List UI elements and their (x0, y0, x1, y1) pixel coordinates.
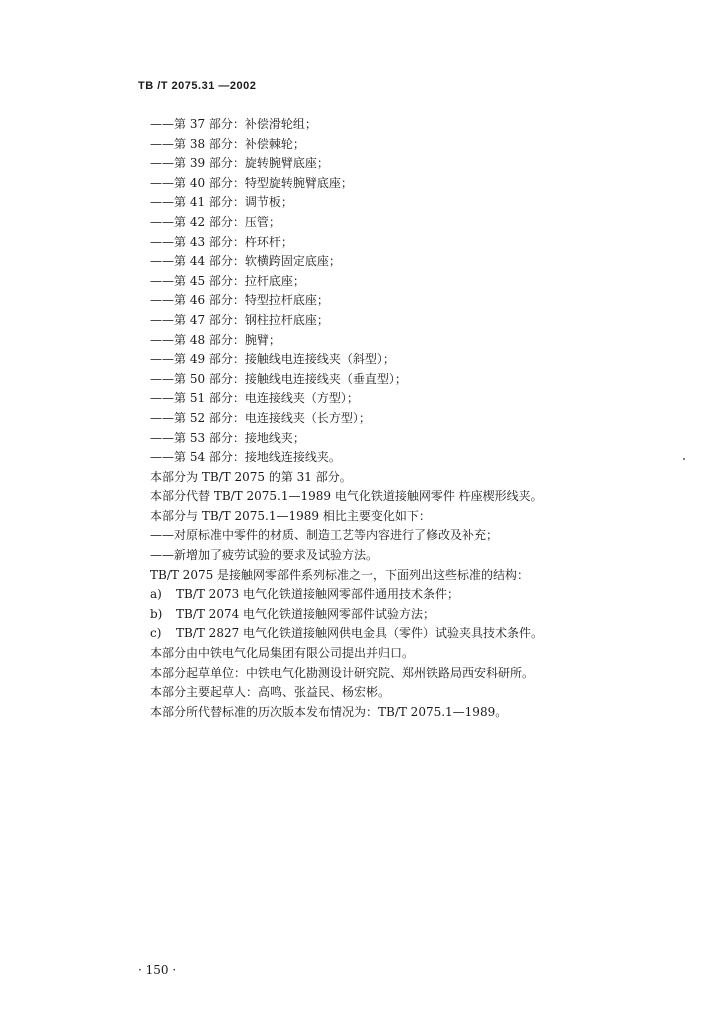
page-body (150, 115, 690, 722)
paragraph-previous-editions: 本部分所代替标准的历次版本发布情况为：TB/T 2075.1—1989。 (150, 704, 508, 719)
list-item-text: TB/T 2074 电气化铁道接触网零部件试验方法； (176, 606, 436, 621)
paragraph-drafters: 本部分主要起草人：高鸣、张益民、杨宏彬。 (150, 685, 391, 700)
part-item: ——第 41 部分：调节板； (150, 195, 293, 210)
part-item: ——第 45 部分：拉杆底座； (150, 273, 305, 288)
list-marker: c) (150, 626, 162, 641)
part-item: ——第 37 部分：补偿滑轮组； (150, 117, 317, 131)
list-marker: b) (150, 606, 163, 621)
scan-speck (683, 458, 685, 460)
changes-item: ——对原标准中零件的材质、制造工艺等内容进行了修改及补充； (150, 528, 499, 543)
part-item: ——第 54 部分：接地线连接线夹。 (150, 450, 341, 465)
part-item: ——第 52 部分：电连接线夹（长方型）； (150, 410, 371, 425)
paragraph-part-number: 本部分为 TB/T 2075 的第 31 部分。 (150, 469, 352, 484)
part-item: ——第 50 部分：接触线电连接线夹（垂直型）； (150, 371, 407, 386)
structure-list-item (150, 624, 690, 644)
list-item-text: TB/T 2827 电气化铁道接触网供电金具（零件）试验夹具技术条件。 (176, 626, 544, 641)
structure-list-item (150, 605, 690, 625)
list-marker: a) (150, 587, 162, 602)
part-item: ——第 42 部分：压管； (150, 214, 281, 229)
paragraph-series-structure: TB/T 2075 是接触网零部件系列标准之一，下面列出这些标准的结构： (150, 567, 530, 582)
part-item: ——第 43 部分：杵环杆； (150, 234, 293, 249)
structure-list-item (150, 585, 690, 605)
paragraph-proposer: 本部分由中铁电气化局集团有限公司提出并归口。 (150, 646, 415, 661)
part-item: ——第 44 部分：软横跨固定底座； (150, 254, 341, 269)
paragraph-changes: 本部分与 TB/T 2075.1—1989 相比主要变化如下： (150, 508, 431, 523)
part-item: ——第 39 部分：旋转腕臂底座； (150, 156, 329, 171)
part-item: ——第 40 部分：特型旋转腕臂底座； (150, 175, 353, 190)
part-item: ——第 53 部分：接地线夹； (150, 430, 305, 445)
part-item: ——第 46 部分：特型拉杆底座； (150, 293, 329, 308)
part-item: ——第 47 部分：钢柱拉杆底座； (150, 312, 329, 327)
changes-item: ——新增加了疲劳试验的要求及试验方法。 (150, 548, 379, 563)
list-item-text: TB/T 2073 电气化铁道接触网零部件通用技术条件； (176, 587, 460, 602)
page-number: · 150 · (138, 963, 177, 977)
part-item: ——第 49 部分：接触线电连接线夹（斜型）； (150, 352, 395, 367)
paragraph-replaces: 本部分代替 TB/T 2075.1—1989 电气化铁道接触网零件 杵座楔形线夹。 (150, 489, 543, 504)
standard-code-header: TB /T 2075.31 —2002 (138, 80, 257, 92)
part-item: ——第 48 部分：腕臂； (150, 332, 281, 347)
paragraph-drafting-units: 本部分起草单位：中铁电气化勘测设计研究院、郑州铁路局西安科研所。 (150, 665, 535, 680)
part-item: ——第 38 部分：补偿棘轮； (150, 136, 305, 151)
part-item: ——第 51 部分：电连接线夹（方型）； (150, 391, 359, 406)
